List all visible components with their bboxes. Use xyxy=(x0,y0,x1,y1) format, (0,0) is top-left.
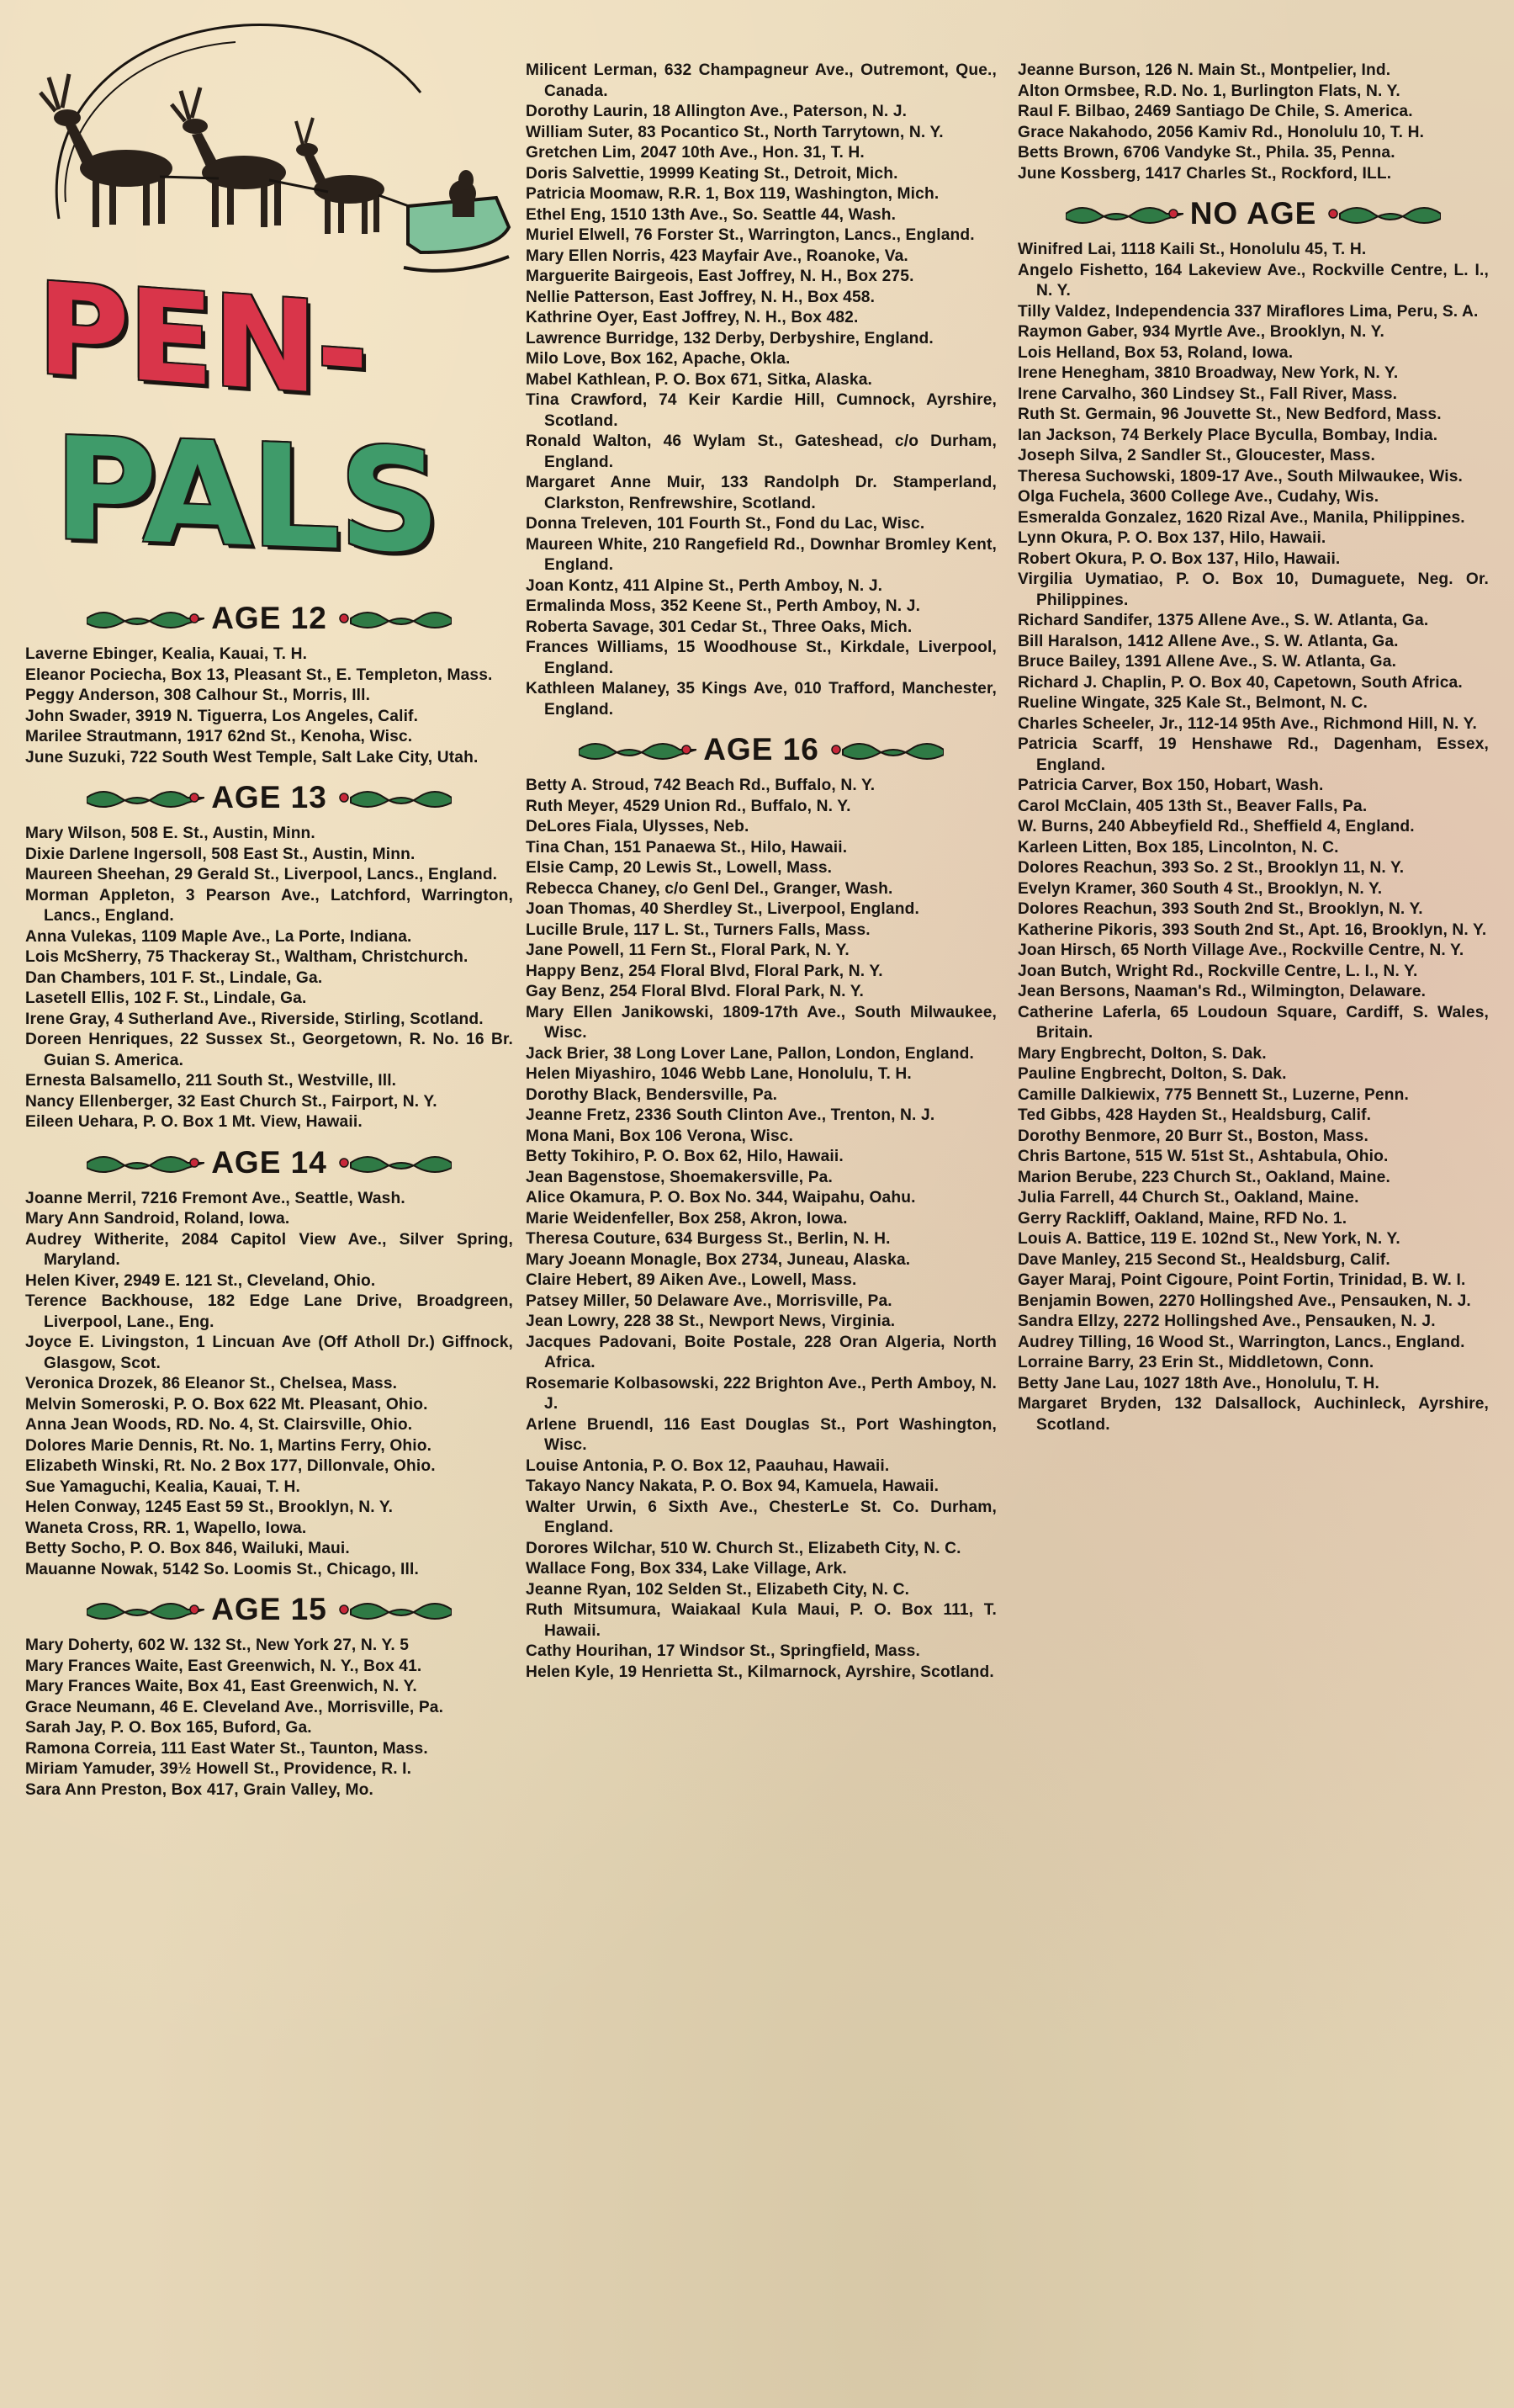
pen-pal-entry: Ernesta Balsamello, 211 South St., Westville, Ill. xyxy=(25,1072,397,1090)
pen-pal-entry: Karleen Litten, Box 185, Lincolnton, N. C. xyxy=(1018,838,1339,857)
pen-pal-entry: Helen Kiver, 2949 E. 121 St., Cleveland, Ohio. xyxy=(25,1271,376,1290)
pen-pal-entry: Jack Brier, 38 Long Lover Lane, Pallon, London, England. xyxy=(526,1044,974,1063)
pen-pal-entry: Morman Appleton, 3 Pearson Ave., Latchford, Warrington, Lancs., England. xyxy=(25,886,513,925)
pen-pal-entry: Patricia Scarff, 19 Henshawe Rd., Dagenham, Essex, England. xyxy=(1018,735,1489,774)
pen-pal-entry: Joan Hirsch, 65 North Village Ave., Rockville Centre, N. Y. xyxy=(1018,941,1464,959)
holly-left-icon xyxy=(579,735,696,765)
pen-pal-entry: Nancy Ellenberger, 32 East Church St., Fairport, N. Y. xyxy=(25,1092,437,1111)
column-1 xyxy=(25,0,513,2408)
pen-pal-entry: Kathleen Malaney, 35 Kings Ave, 010 Trafford, Manchester, England. xyxy=(526,680,997,719)
pen-pals-title-art xyxy=(25,0,513,589)
pen-pal-entry: Walter Urwin, 6 Sixth Ave., ChesterLe St. Co. Durham, England. xyxy=(526,1498,997,1536)
pen-pal-entry: Mauanne Nowak, 5142 So. Loomis St., Chicago, Ill. xyxy=(25,1560,419,1578)
pen-pal-entry: Peggy Anderson, 308 Calhour St., Morris, Ill. xyxy=(25,687,371,704)
pen-pal-entry: Margaret Bryden, 132 Dalsallock, Auchinleck, Ayrshire, Scotland. xyxy=(1018,1395,1489,1434)
pen-pal-entry: Terence Backhouse, 182 Edge Lane Drive, Broadgreen, Liverpool, Lane., Eng. xyxy=(25,1292,513,1331)
holly-right-icon xyxy=(334,603,452,634)
pen-pal-entry: Betty Tokihiro, P. O. Box 62, Hilo, Hawaii. xyxy=(526,1148,844,1165)
pen-pal-entry: Waneta Cross, RR. 1, Wapello, Iowa. xyxy=(25,1519,307,1537)
pen-pal-entry: Alton Ormsbee, R.D. No. 1, Burlington Flats, N. Y. xyxy=(1018,82,1400,100)
age-12-list xyxy=(25,644,513,768)
pen-pal-entry: Roberta Savage, 301 Cedar St., Three Oaks, Mich. xyxy=(526,618,913,636)
pen-pal-entry: Lucille Brule, 117 L. St., Turners Falls, Mass. xyxy=(526,920,871,939)
pen-pal-entry: Irene Gray, 4 Sutherland Ave., Riverside, Stirling, Scotland. xyxy=(25,1010,484,1028)
pen-pal-entry: Ramona Correia, 111 East Water St., Taunton, Mass. xyxy=(25,1739,428,1758)
pen-pal-entry: Muriel Elwell, 76 Forster St., Warrington, Lancs., England. xyxy=(526,226,975,244)
title-pen: PEN- xyxy=(37,256,368,426)
pen-pal-entry: Rueline Wingate, 325 Kale St., Belmont, N. C. xyxy=(1018,694,1368,712)
pen-pal-entry: Richard J. Chaplin, P. O. Box 40, Capetown, South Africa. xyxy=(1018,673,1463,692)
pen-pal-entry: Gretchen Lim, 2047 10th Ave., Hon. 31, T. H. xyxy=(526,144,865,162)
pen-pal-entry: June Kossberg, 1417 Charles St., Rockford, ILL. xyxy=(1018,164,1392,183)
pen-pal-entry: Theresa Couture, 634 Burgess St., Berlin, N. H. xyxy=(526,1230,891,1248)
pen-pal-entry: Evelyn Kramer, 360 South 4 St., Brooklyn, N. Y. xyxy=(1018,879,1383,898)
pen-pal-entry: Joyce E. Livingston, 1 Lincuan Ave (Off Atholl Dr.) Giffnock, Glasgow, Scot. xyxy=(25,1334,513,1372)
holly-left-icon xyxy=(87,603,204,634)
pen-pal-entry: Takayo Nancy Nakata, P. O. Box 94, Kamuela, Hawaii. xyxy=(526,1477,940,1495)
pen-pal-entry: Ronald Walton, 46 Wylam St., Gateshead, c/o Durham, England. xyxy=(526,432,997,471)
pen-pal-entry: Dave Manley, 215 Second St., Healdsburg, Calif. xyxy=(1018,1250,1390,1269)
pen-pal-entry: Jeanne Ryan, 102 Selden St., Elizabeth City, N. C. xyxy=(526,1580,910,1599)
no-age-label: NO AGE xyxy=(1189,196,1317,231)
pen-pal-entry: Ermalinda Moss, 352 Keene St., Perth Amboy, N. J. xyxy=(526,597,921,615)
pen-pal-entry: Veronica Drozek, 86 Eleanor St., Chelsea, Mass. xyxy=(25,1375,398,1392)
pen-pal-entry: Robert Okura, P. O. Box 137, Hilo, Hawaii. xyxy=(1018,549,1341,568)
pen-pal-entry: Theresa Suchowski, 1809-17 Ave., South Milwaukee, Wis. xyxy=(1018,467,1464,485)
holly-right-icon xyxy=(826,735,944,765)
pen-pal-entry: Joan Thomas, 40 Sherdley St., Liverpool, England. xyxy=(526,900,919,918)
pen-pal-entry: DeLores Fiala, Ulysses, Neb. xyxy=(526,818,749,835)
pen-pal-entry: Betty Jane Lau, 1027 18th Ave., Honolulu, T. H. xyxy=(1018,1374,1379,1392)
pen-pal-entry: Lois McSherry, 75 Thackeray St., Waltham, Christchurch. xyxy=(25,948,468,966)
pen-pal-entry: Jeanne Burson, 126 N. Main St., Montpelier, Ind. xyxy=(1018,61,1391,79)
holly-right-icon xyxy=(1323,199,1441,229)
pen-pal-entry: Maureen Sheehan, 29 Gerald St., Liverpool, Lancs., England. xyxy=(25,866,498,883)
pen-pal-entry: Dorothy Black, Bendersville, Pa. xyxy=(526,1085,778,1104)
pen-pal-entry: Julia Farrell, 44 Church St., Oakland, Maine. xyxy=(1018,1189,1359,1207)
pen-pal-entry: Joseph Silva, 2 Sandler St., Gloucester, Mass. xyxy=(1018,447,1375,464)
pen-pal-entry: Betts Brown, 6706 Vandyke St., Phila. 35, Penna. xyxy=(1018,144,1395,162)
age-16-list-part-2 xyxy=(1018,61,1489,184)
pen-pal-entry: Tina Crawford, 74 Keir Kardie Hill, Cumnock, Ayrshire, Scotland. xyxy=(526,391,997,430)
pen-pal-entry: Winifred Lai, 1118 Kaili St., Honolulu 45, T. H. xyxy=(1018,241,1367,258)
pen-pal-entry: Maureen White, 210 Rangefield Rd., Downhar Bromley Kent, England. xyxy=(526,535,997,574)
pen-pal-entry: Sue Yamaguchi, Kealia, Kauai, T. H. xyxy=(25,1477,300,1496)
pen-pal-entry: Alice Okamura, P. O. Box No. 344, Waipahu, Oahu. xyxy=(526,1189,916,1207)
age-16-label: AGE 16 xyxy=(703,732,819,766)
pen-pal-entry: Lynn Okura, P. O. Box 137, Hilo, Hawaii. xyxy=(1018,529,1326,547)
pen-pal-entry: Cathy Hourihan, 17 Windsor St., Springfield, Mass. xyxy=(526,1642,920,1660)
age-15-header xyxy=(25,1585,513,1634)
column-3-top-spacer xyxy=(1018,0,1489,61)
pen-pal-entry: Sarah Jay, P. O. Box 165, Buford, Ga. xyxy=(25,1719,312,1737)
pen-pal-entry: Milicent Lerman, 632 Champagneur Ave., Outremont, Que., Canada. xyxy=(526,61,997,100)
pen-pal-entry: Jeanne Fretz, 2336 South Clinton Ave., Trenton, N. J. xyxy=(526,1106,935,1124)
pen-pal-entry: Sara Ann Preston, Box 417, Grain Valley, Mo. xyxy=(25,1780,373,1799)
holly-right-icon xyxy=(334,1148,452,1178)
pen-pal-entry: Doris Salvettie, 19999 Keating St., Detroit, Mich. xyxy=(526,164,898,183)
column-2 xyxy=(526,0,997,2408)
pen-pal-entry: Happy Benz, 254 Floral Blvd, Floral Park, N. Y. xyxy=(526,962,883,980)
age-15-list-part-1 xyxy=(25,1636,513,1801)
pen-pal-entry: Marilee Strautmann, 1917 62nd St., Kenoha, Wisc. xyxy=(25,728,413,745)
pen-pal-entry: Nellie Patterson, East Joffrey, N. H., Box 458. xyxy=(526,288,876,306)
pen-pal-entry: Anna Jean Woods, RD. No. 4, St. Clairsville, Ohio. xyxy=(25,1416,413,1434)
pen-pal-entry: Carol McClain, 405 13th St., Beaver Falls, Pa. xyxy=(1018,797,1368,815)
pen-pal-entry: Lasetell Ellis, 102 F. St., Lindale, Ga. xyxy=(25,989,307,1007)
pen-pal-entry: Patricia Moomaw, R.R. 1, Box 119, Washington, Mich. xyxy=(526,185,940,203)
pen-pal-entry: Lawrence Burridge, 132 Derby, Derbyshire, England. xyxy=(526,329,934,347)
pen-pal-entry: Gay Benz, 254 Floral Blvd. Floral Park, N. Y. xyxy=(526,983,865,1000)
pen-pal-entry: Laverne Ebinger, Kealia, Kauai, T. H. xyxy=(25,645,308,663)
pen-pal-entry: Mary Ann Sandroid, Roland, Iowa. xyxy=(25,1210,290,1228)
age-14-list xyxy=(25,1189,513,1581)
age-14-header xyxy=(25,1138,513,1187)
pen-pal-entry: Dorothy Laurin, 18 Allington Ave., Paterson, N. J. xyxy=(526,103,908,120)
pen-pal-entry: Ted Gibbs, 428 Hayden St., Healdsburg, Calif. xyxy=(1018,1106,1372,1124)
pen-pal-entry: Mary Doherty, 602 W. 132 St., New York 27, N. Y. 5 xyxy=(25,1636,410,1654)
pen-pal-entry: Pauline Engbrecht, Dolton, S. Dak. xyxy=(1018,1065,1287,1083)
pen-pal-entry: Dorothy Benmore, 20 Burr St., Boston, Mass. xyxy=(1018,1127,1368,1145)
age-15-label: AGE 15 xyxy=(211,1592,327,1626)
pen-pal-entry: Miriam Yamuder, 39½ Howell St., Providence, R. I. xyxy=(25,1760,412,1778)
pen-pal-entry: Tilly Valdez, Independencia 337 Miraflores Lima, Peru, S. A. xyxy=(1018,302,1479,321)
pen-pal-entry: Irene Carvalho, 360 Lindsey St., Fall River, Mass. xyxy=(1018,385,1398,403)
pen-pal-entry: Donna Treleven, 101 Fourth St., Fond du Lac, Wisc. xyxy=(526,515,925,533)
pen-pal-entry: Mary Joeann Monagle, Box 2734, Juneau, Alaska. xyxy=(526,1250,911,1269)
pen-pal-entry: Eileen Uehara, P. O. Box 1 Mt. View, Hawaii. xyxy=(25,1113,363,1131)
pen-pal-entry: Tina Chan, 151 Panaewa St., Hilo, Hawaii. xyxy=(526,838,848,857)
pen-pal-entry: Charles Scheeler, Jr., 112-14 95th Ave., Richmond Hill, N. Y. xyxy=(1018,714,1477,733)
pen-pal-entry: Mary Frances Waite, Box 41, East Greenwich, N. Y. xyxy=(25,1678,417,1695)
pen-pal-entry: Olga Fuchela, 3600 College Ave., Cudahy, Wis. xyxy=(1018,488,1379,506)
pen-pal-entry: Joan Butch, Wright Rd., Rockville Centre, L. I., N. Y. xyxy=(1018,962,1418,980)
pen-pal-entry: Elsie Camp, 20 Lewis St., Lowell, Mass. xyxy=(526,859,833,877)
pen-pal-entry: Marguerite Bairgeois, East Joffrey, N. H., Box 275. xyxy=(526,268,914,285)
age-13-list xyxy=(25,824,513,1133)
pen-pal-entry: Jean Bersons, Naaman's Rd., Wilmington, Delaware. xyxy=(1018,983,1427,1000)
pen-pal-entry: Eleanor Pociecha, Box 13, Pleasant St., E. Templeton, Mass. xyxy=(25,666,493,684)
title-pals: PALS xyxy=(54,406,439,585)
age-13-label: AGE 13 xyxy=(211,780,327,814)
pen-pal-entry: Audrey Tilling, 16 Wood St., Warrington, Lancs., England. xyxy=(1018,1333,1465,1351)
pen-pal-entry: Helen Conway, 1245 East 59 St., Brooklyn, N. Y. xyxy=(25,1498,394,1516)
pen-pal-entry: Grace Nakahodo, 2056 Kamiv Rd., Honolulu 10, T. H. xyxy=(1018,123,1425,141)
pen-pal-entry: Bill Haralson, 1412 Allene Ave., S. W. Atlanta, Ga. xyxy=(1018,632,1399,650)
pen-pal-entry: Mary Frances Waite, East Greenwich, N. Y., Box 41. xyxy=(25,1657,422,1675)
pen-pal-entry: Dixie Darlene Ingersoll, 508 East St., Austin, Minn. xyxy=(25,845,416,863)
pen-pal-entry: Richard Sandifer, 1375 Allene Ave., S. W. Atlanta, Ga. xyxy=(1018,612,1429,629)
pen-pal-entry: Doreen Henriques, 22 Sussex St., Georgetown, R. No. 16 Br. Guian S. America. xyxy=(25,1031,513,1069)
pen-pal-entry: Mary Engbrecht, Dolton, S. Dak. xyxy=(1018,1044,1267,1063)
pen-pal-entry: Mabel Kathlean, P. O. Box 671, Sitka, Alaska. xyxy=(526,370,872,389)
holly-right-icon xyxy=(334,1594,452,1625)
pen-pal-entry: Esmeralda Gonzalez, 1620 Rizal Ave., Manila, Philippines. xyxy=(1018,508,1465,527)
pen-pal-entry: Camille Dalkiewix, 775 Bennett St., Luzerne, Penn. xyxy=(1018,1085,1409,1104)
pen-pal-entry: Dolores Reachun, 393 South 2nd St., Brooklyn, N. Y. xyxy=(1018,900,1423,918)
pen-pal-entry: Katherine Pikoris, 393 South 2nd St., Apt. 16, Brooklyn, N. Y. xyxy=(1018,920,1487,939)
pen-pal-entry: Patsey Miller, 50 Delaware Ave., Morrisville, Pa. xyxy=(526,1292,892,1310)
pen-pal-entry: Benjamin Bowen, 2270 Hollingshed Ave., Pensauken, N. J. xyxy=(1018,1292,1471,1310)
pen-pal-entry: Patricia Carver, Box 150, Hobart, Wash. xyxy=(1018,777,1324,794)
pen-pal-entry: Jacques Padovani, Boite Postale, 228 Oran Algeria, North Africa. xyxy=(526,1333,997,1371)
pen-pal-entry: Lois Helland, Box 53, Roland, Iowa. xyxy=(1018,343,1294,362)
pen-pal-entry: Ruth St. Germain, 96 Jouvette St., New Bedford, Mass. xyxy=(1018,406,1442,423)
pen-pal-entry: Louis A. Battice, 119 E. 102nd St., New York, N. Y. xyxy=(1018,1230,1400,1248)
pen-pal-entry: Helen Miyashiro, 1046 Webb Lane, Honolulu, T. H. xyxy=(526,1065,912,1083)
pen-pal-entry: Gayer Maraj, Point Cigoure, Point Fortin, Trinidad, B. W. I. xyxy=(1018,1271,1466,1289)
pen-pal-entry: Irene Henegham, 3810 Broadway, New York, N. Y. xyxy=(1018,364,1399,382)
pen-pal-entry: Lorraine Barry, 23 Erin St., Middletown, Conn. xyxy=(1018,1354,1374,1371)
pen-pal-entry: Rosemarie Kolbasowski, 222 Brighton Ave., Perth Amboy, N. J. xyxy=(526,1374,997,1413)
pen-pal-entry: William Suter, 83 Pocantico St., North Tarrytown, N. Y. xyxy=(526,123,944,141)
pen-pal-entry: Ruth Meyer, 4529 Union Rd., Buffalo, N. Y. xyxy=(526,797,851,815)
pen-pal-entry: Milo Love, Box 162, Apache, Okla. xyxy=(526,350,791,368)
pen-pal-entry: Mona Mani, Box 106 Verona, Wisc. xyxy=(526,1127,794,1145)
pen-pal-entry: Claire Hebert, 89 Aiken Ave., Lowell, Mass. xyxy=(526,1271,857,1289)
pen-pal-entry: Mary Ellen Janikowski, 1809-17th Ave., South Milwaukee, Wisc. xyxy=(526,1003,997,1042)
pen-pal-entry: W. Burns, 240 Abbeyfield Rd., Sheffield 4, England. xyxy=(1018,818,1415,835)
pen-pal-entry: Joanne Merril, 7216 Fremont Ave., Seattle, Wash. xyxy=(25,1189,405,1207)
pen-pal-entry: Anna Vulekas, 1109 Maple Ave., La Porte, Indiana. xyxy=(25,927,412,946)
holly-right-icon xyxy=(334,782,452,813)
holly-left-icon xyxy=(87,782,204,813)
age-16-header xyxy=(526,725,997,774)
pen-pal-entry: Joan Kontz, 411 Alpine St., Perth Amboy, N. J. xyxy=(526,576,883,595)
pen-pal-entry: Dan Chambers, 101 F. St., Lindale, Ga. xyxy=(25,968,323,987)
pen-pal-entry: Dolores Reachun, 393 So. 2 St., Brooklyn 11, N. Y. xyxy=(1018,859,1405,877)
pen-pal-entry: Gerry Rackliff, Oakland, Maine, RFD No. 1. xyxy=(1018,1209,1347,1228)
holly-left-icon xyxy=(87,1148,204,1178)
pen-pal-entry: Margaret Anne Muir, 133 Randolph Dr. Stamperland, Clarkston, Renfrewshire, Scotland. xyxy=(526,474,997,512)
pen-pal-entry: Jean Lowry, 228 38 St., Newport News, Virginia. xyxy=(526,1313,896,1330)
pen-pal-entry: Jane Powell, 11 Fern St., Floral Park, N. Y. xyxy=(526,941,850,959)
pen-pal-entry: Elizabeth Winski, Rt. No. 2 Box 177, Dillonvale, Ohio. xyxy=(25,1457,436,1475)
age-12-label: AGE 12 xyxy=(211,601,327,635)
pen-pal-entry: Chris Bartone, 515 W. 51st St., Ashtabula, Ohio. xyxy=(1018,1148,1389,1165)
age-15-list-part-2 xyxy=(526,61,997,720)
pen-pal-entry: Dorores Wilchar, 510 W. Church St., Elizabeth City, N. C. xyxy=(526,1539,961,1557)
age-16-list-part-1 xyxy=(526,776,997,1683)
pen-pal-entry: Helen Kyle, 19 Henrietta St., Kilmarnock, Ayrshire, Scotland. xyxy=(526,1663,994,1681)
pen-pal-entry: Mary Ellen Norris, 423 Mayfair Ave., Roanoke, Va. xyxy=(526,247,908,265)
pen-pal-entry: Frances Williams, 15 Woodhouse St., Kirkdale, Liverpool, England. xyxy=(526,639,997,677)
pen-pal-entry: Betty A. Stroud, 742 Beach Rd., Buffalo, N. Y. xyxy=(526,777,876,794)
holly-left-icon xyxy=(87,1594,204,1625)
pen-pal-entry: Arlene Bruendl, 116 East Douglas St., Port Washington, Wisc. xyxy=(526,1415,997,1454)
pen-pal-entry: Ruth Mitsumura, Waiakaal Kula Maui, P. O. Box 111, T. Hawaii. xyxy=(526,1601,997,1640)
pen-pal-entry: Bruce Bailey, 1391 Allene Ave., S. W. Atlanta, Ga. xyxy=(1018,653,1397,671)
pen-pal-entry: Raul F. Bilbao, 2469 Santiago De Chile, S. America. xyxy=(1018,103,1413,120)
pen-pal-entry: Ethel Eng, 1510 13th Ave., So. Seattle 44, Wash. xyxy=(526,205,897,224)
pen-pal-entry: Jean Bagenstose, Shoemakersville, Pa. xyxy=(526,1168,833,1186)
pen-pal-entry: Marion Berube, 223 Church St., Oakland, Maine. xyxy=(1018,1168,1390,1186)
column-2-top-spacer xyxy=(526,0,997,61)
pen-pal-entry: Rebecca Chaney, c/o Genl Del., Granger, Wash. xyxy=(526,879,893,898)
no-age-header xyxy=(1018,189,1489,238)
pen-pal-entry: Wallace Fong, Box 334, Lake Village, Ark. xyxy=(526,1560,847,1578)
pen-pal-entry: Sandra Ellzy, 2272 Hollingshed Ave., Pensauken, N. J. xyxy=(1018,1313,1436,1330)
pen-pal-entry: Audrey Witherite, 2084 Capitol View Ave., Silver Spring, Maryland. xyxy=(25,1230,513,1269)
holly-left-icon xyxy=(1066,199,1183,229)
pen-pal-entry: Catherine Laferla, 65 Loudoun Square, Cardiff, S. Wales, Britain. xyxy=(1018,1003,1489,1042)
pen-pal-entry: Angelo Fishetto, 164 Lakeview Ave., Rockville Centre, L. I., N. Y. xyxy=(1018,261,1489,300)
pen-pal-entry: Mary Wilson, 508 E. St., Austin, Minn. xyxy=(25,825,315,842)
age-12-header xyxy=(25,594,513,643)
pen-pal-entry: Marie Weidenfeller, Box 258, Akron, Iowa. xyxy=(526,1209,848,1228)
pen-pal-entry: Virgilia Uymatiao, P. O. Box 10, Dumaguete, Neg. Or. Philippines. xyxy=(1018,570,1489,609)
pen-pal-entry: June Suzuki, 722 South West Temple, Salt Lake City, Utah. xyxy=(25,748,479,766)
age-13-header xyxy=(25,773,513,822)
pen-pal-entry: Melvin Someroski, P. O. Box 622 Mt. Pleasant, Ohio. xyxy=(25,1395,428,1414)
pen-pal-entry: John Swader, 3919 N. Tiguerra, Los Angeles, Calif. xyxy=(25,707,419,725)
pen-pal-entry: Ian Jackson, 74 Berkely Place Byculla, Bombay, India. xyxy=(1018,426,1438,444)
pen-pal-entry: Grace Neumann, 46 E. Cleveland Ave., Morrisville, Pa. xyxy=(25,1698,444,1716)
pen-pal-entry: Kathrine Oyer, East Joffrey, N. H., Box 482. xyxy=(526,309,859,326)
pen-pal-entry: Raymon Gaber, 934 Myrtle Ave., Brooklyn, N. Y. xyxy=(1018,323,1384,341)
column-3 xyxy=(1018,0,1489,2408)
age-14-label: AGE 14 xyxy=(211,1144,327,1180)
pen-pal-entry: Dolores Marie Dennis, Rt. No. 1, Martins Ferry, Ohio. xyxy=(25,1436,432,1455)
pen-pal-entry: Louise Antonia, P. O. Box 12, Paauhau, Hawaii. xyxy=(526,1456,890,1475)
no-age-list xyxy=(1018,240,1489,1435)
pen-pal-entry: Betty Socho, P. O. Box 846, Wailuki, Maui. xyxy=(25,1540,350,1557)
